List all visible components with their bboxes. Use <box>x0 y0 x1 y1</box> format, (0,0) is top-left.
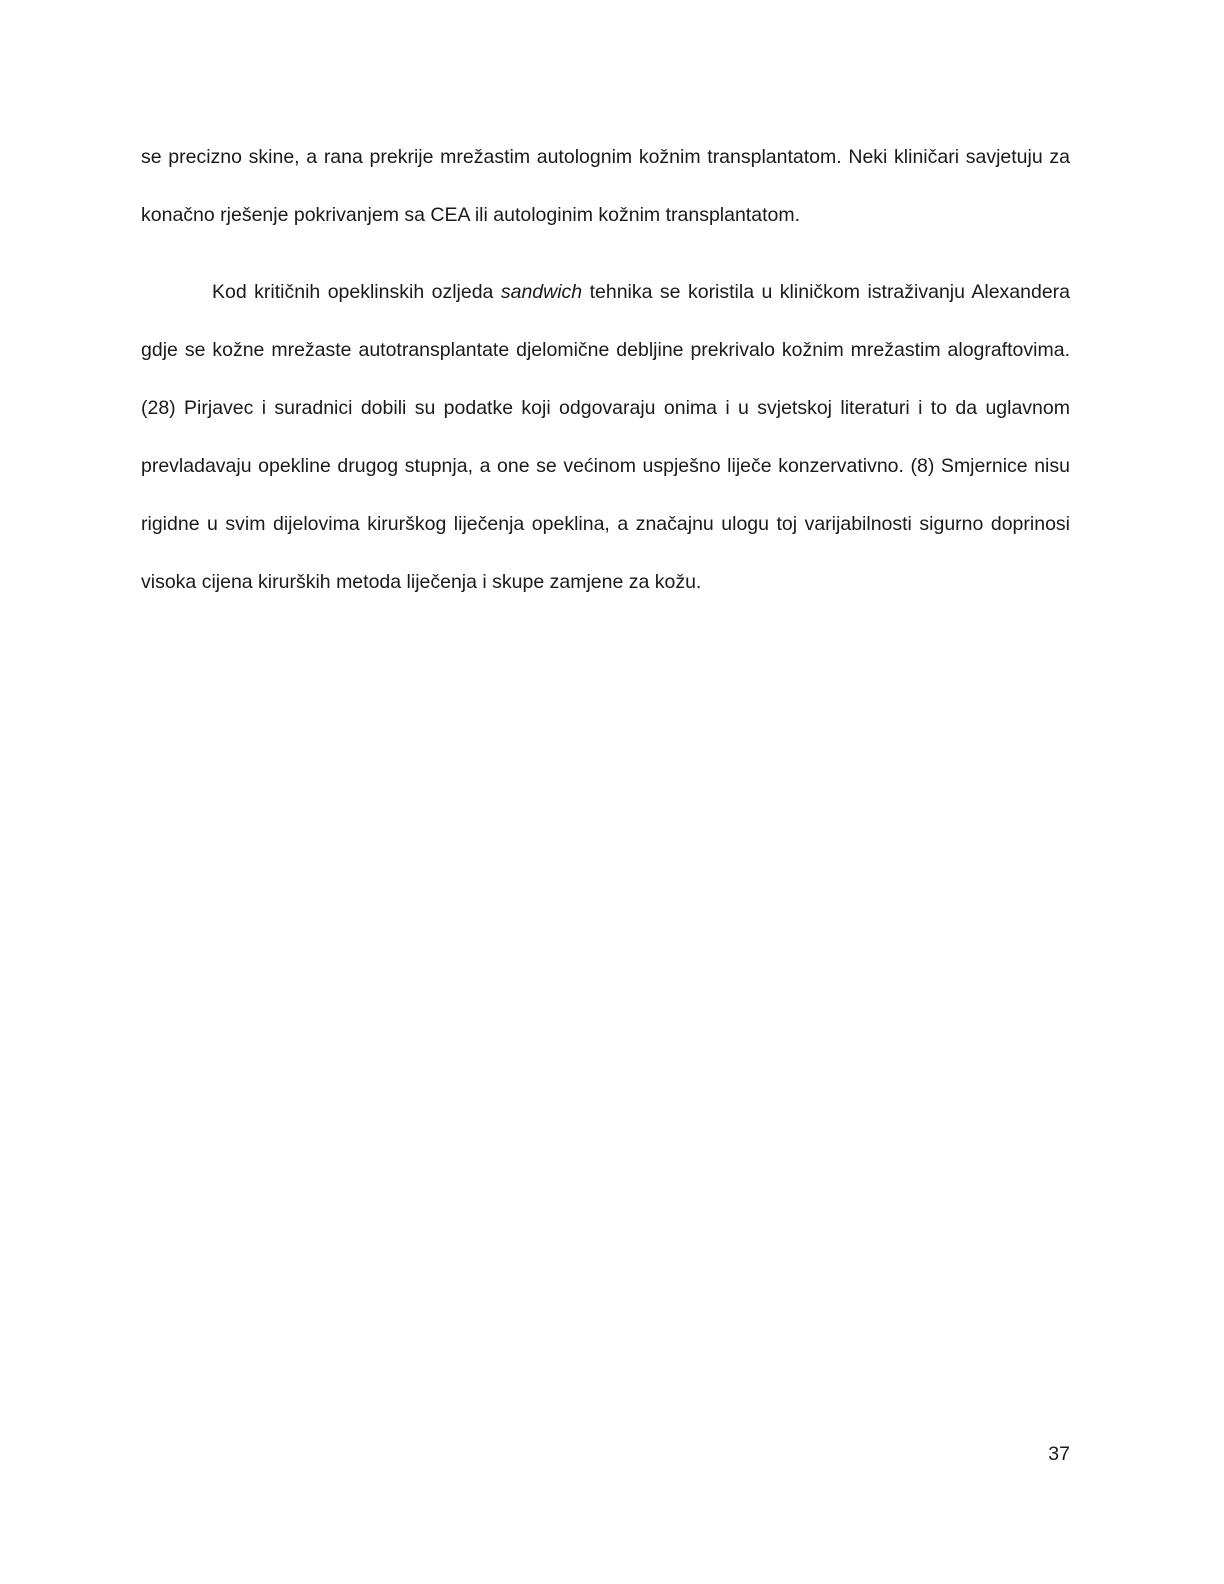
paragraph-2 <box>141 263 1070 611</box>
paragraph-1: se precizno skine, a rana prekrije mrežastim autolognim kožnim transplantatom. Neki kliničari savjetuju za konačno rješenje pokrivanjem sa CEA ili autologinim kožnim transplantatom. <box>141 146 1070 226</box>
page-number: 37 <box>1048 1443 1070 1465</box>
paragraph-2-lead: Kod kritičnih opeklinskih ozljeda <box>212 281 501 303</box>
paragraph-2-rest: tehnika se koristila u kliničkom istraživanju Alexandera gdje se kožne mrežaste autotransplantate djelomične debljine prekrivalo kožnim mrežastim alograftovima. (28) Pirjavec i suradnici dobili su podatke koji odgovaraju onima i u svjetskoj literaturi i to da uglavnom prevladavaju opekline drugog stupnja, a one se većinom uspješno liječe konzervativno. (8) Smjernice nisu rigidne u svim dijelovima kirurškog liječenja opeklina, a značajnu ulogu toj varijabilnosti sigurno doprinosi visoka cijena kirurških metoda liječenja i skupe zamjene za kožu. <box>141 281 1071 593</box>
paragraph-2-italic-term: sandwich <box>500 281 583 303</box>
